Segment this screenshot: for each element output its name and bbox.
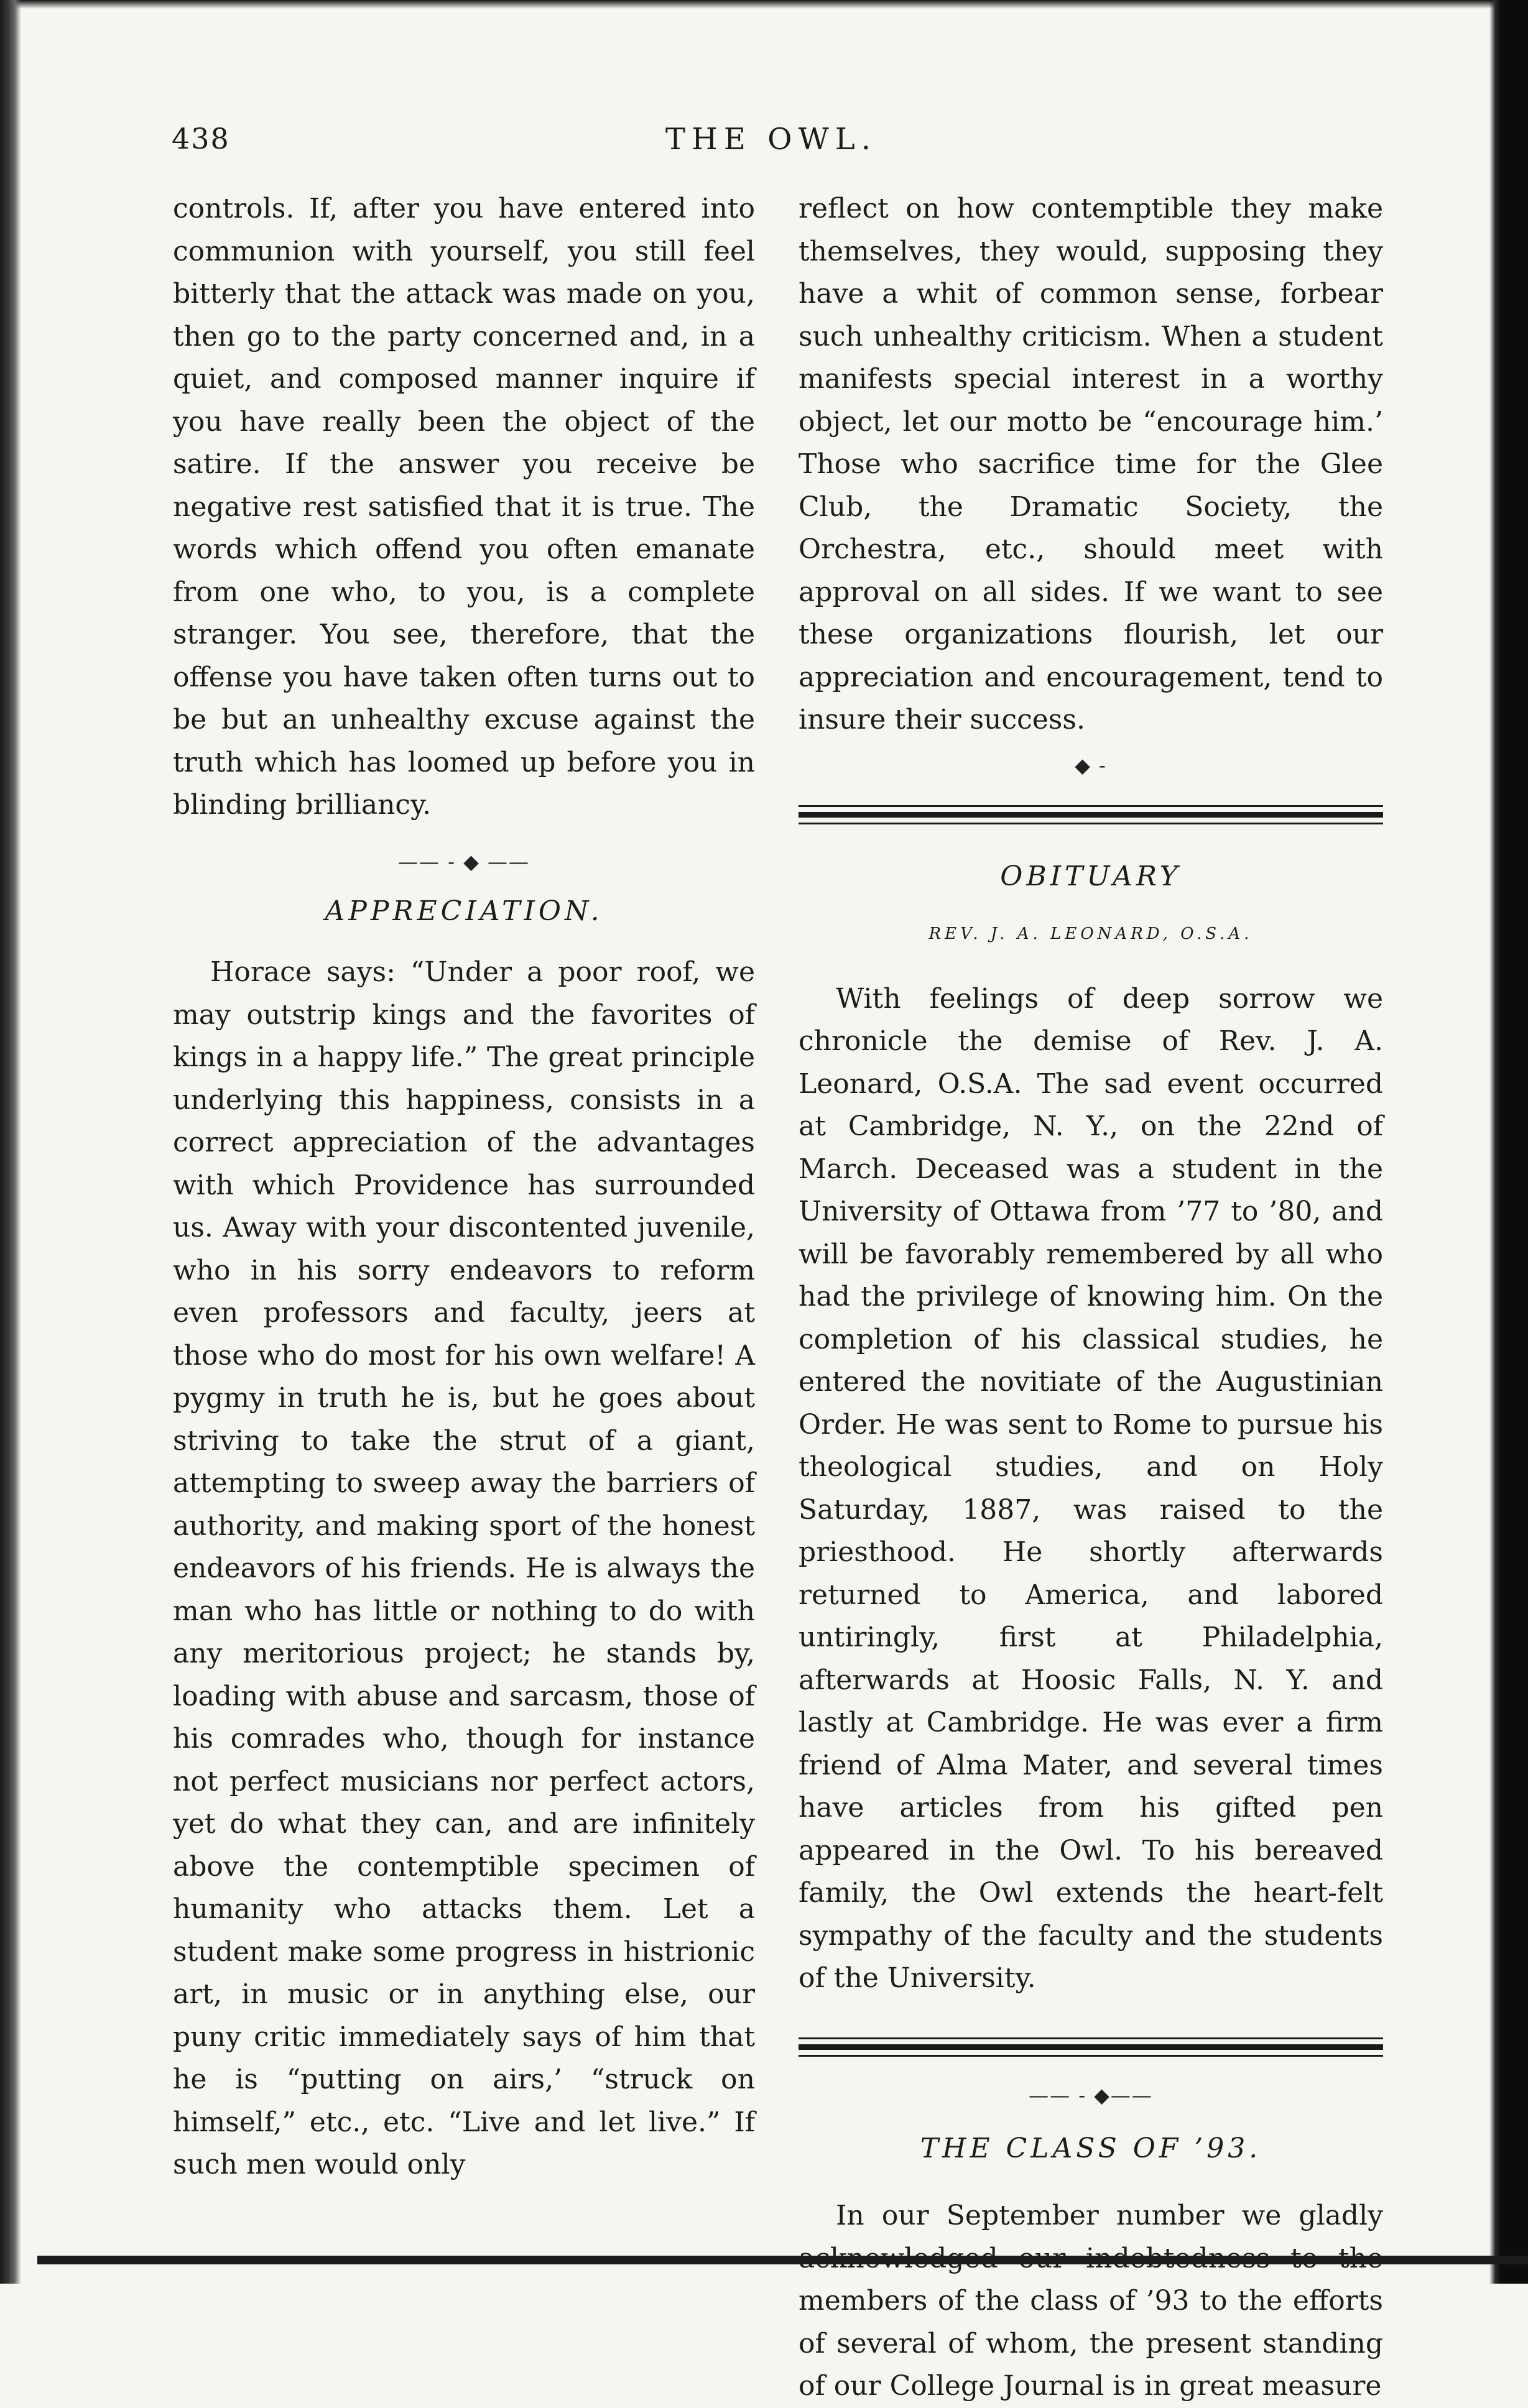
left-column	[173, 188, 755, 2187]
obituary-subtitle: REV. J. A. LEONARD, O.S.A.	[928, 925, 1253, 943]
right-column	[799, 188, 1383, 2408]
paragraph-satire-continuation: controls. If, after you have entered into communion with yourself, you still feel bitterly that the attack was made on you, then go to the party concerned and, in a quiet, and composed manner inquire if you have really been the object of the satire. If the answer you receive be negative rest satisfied that it is true. The words which offend you often emanate from one who, to you, is a complete stranger. You see, therefore, that the offense you have taken often turns out to be but an unhealthy excuse against the truth which has loomed up before you in blinding brilliancy.	[173, 193, 755, 821]
section-title-obituary: OBITUARY	[1000, 860, 1182, 892]
running-title: THE OWL.	[665, 122, 877, 157]
section-ornament: —— - ◆ ——	[398, 849, 530, 874]
double-rule-divider	[799, 2037, 1383, 2057]
double-rule-divider	[799, 805, 1383, 824]
section-ornament: ◆ -	[1075, 753, 1107, 777]
paragraph-criticism-continuation: reflect on how contemptible they make themselves, they would, supposing they have a whit of common sense, forbear such unhealthy criticism. When a student manifests special interest in a worthy object, let our motto be “encourage him.’ Those who sacrifice time for the Glee Club, the Dramatic Society, the Orchestra, etc., should meet with approval on all sides. If we want to see these organizations flourish, let our appreciation and encouragement, tend to insure their success.	[799, 193, 1383, 736]
section-ornament: —— - ◆——	[1029, 2083, 1153, 2107]
section-title-class-of-93: THE CLASS OF ’93.	[920, 2132, 1262, 2164]
section-title-appreciation: APPRECIATION.	[325, 895, 603, 927]
scan-edge-left	[0, 0, 21, 2284]
page-number: 438	[172, 122, 230, 155]
paragraph-obituary: With feelings of deep sorrow we chronicle the demise of Rev. J. A. Leonard, O.S.A. The sad event occurred at Cambridge, N. Y., on the 22nd of March. Deceased was a student in the University of Ottawa from ’77 to ’80, and will be favorably remembered by all who had the privilege of knowing him. On the completion of his classical studies, he entered the novitiate of the Augustinian Order. He was sent to Rome to pursue his theological studies, and on Holy Saturday, 1887, was raised to the priesthood. He shortly afterwards returned to America, and labored untiringly, first at Philadelphia, afterwards at Hoosic Falls, N. Y. and lastly at Cambridge. He was ever a firm friend of Alma Mater, and several times have articles from his gifted pen appeared in the Owl. To his bereaved family, the Owl extends the heart-felt sympathy of the faculty and the students of the University.	[799, 982, 1383, 1994]
scan-edge-right	[1489, 0, 1528, 2284]
paragraph-appreciation: Horace says: “Under a poor roof, we may outstrip kings and the favorites of kings in a happy life.” The great principle underlying this happiness, consists in a correct appreciation of the advantages with which Providence has surrounded us. Away with your discontented juvenile, who in his sorry endeavors to reform even professors and faculty, jeers at those who do most for his own welfare! A pygmy in truth he is, but he goes about striving to take the strut of a giant, attempting to sweep away the barriers of authority, and making sport of the honest endeavors of his friends. He is always the man who has little or nothing to do with any meritorious project; he stands by, loading with abuse and sarcasm, those of his comrades who, though for instance not perfect musicians nor perfect actors, yet do what they can, and are infinitely above the contemptible specimen of humanity who attacks them. Let a student make some progress in histrionic art, in music or in anything else, our puny critic immediately says of him that he is “putting on airs,’ “struck on himself,” etc., etc. “Live and let live.” If such men would only	[173, 956, 755, 2180]
paragraph-class-of-93: In our September number we gladly acknowledged our indebtedness to the members of the class of ’93 to the efforts of several of whom, the present standing of our College Journal is in great measure	[799, 2200, 1383, 2402]
scan-edge-top	[0, 0, 1528, 9]
